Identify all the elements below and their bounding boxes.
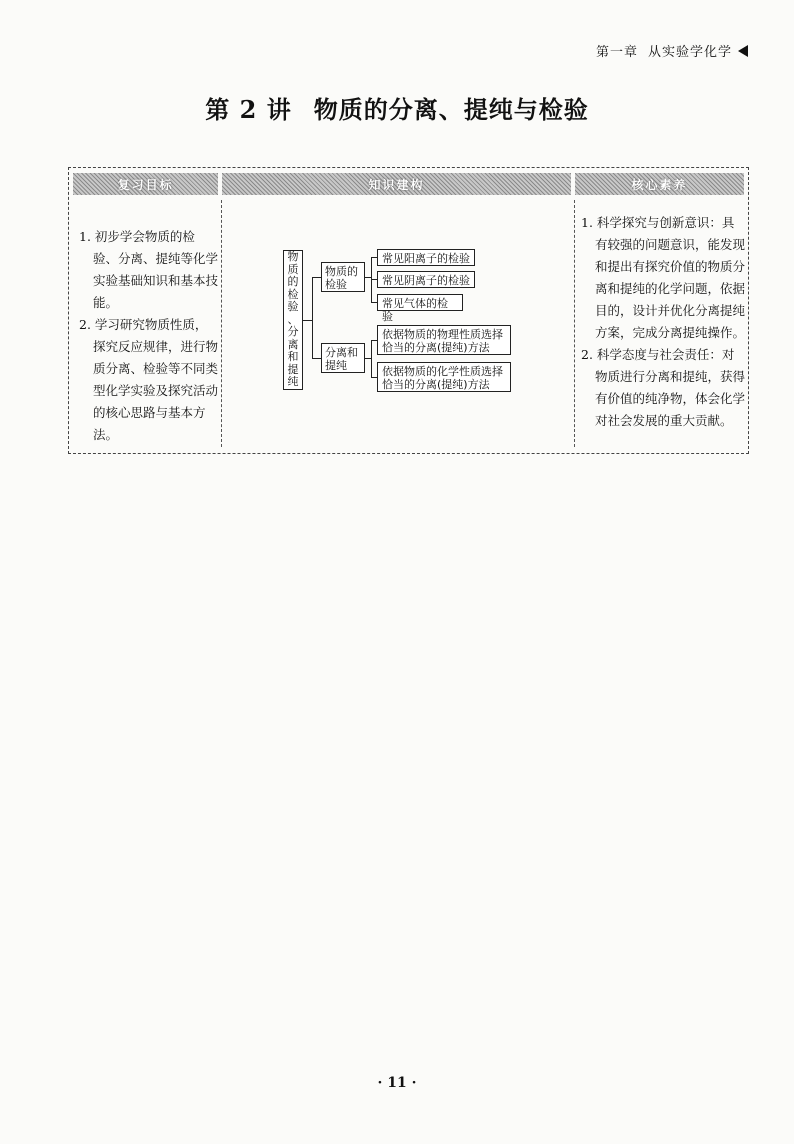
- literacy-item: 2. 科学态度与社会责任：对物质进行分离和提纯，获得有价值的纯净物，体会化学对社会发展的重大贡献。: [581, 347, 746, 428]
- page-title: [0, 90, 794, 125]
- objective-item: 2. 学习研究物质性质，探究反应规律，进行物质分离、检验等不同类型化学实验及探究活动的核心思路与基本方法。: [79, 317, 219, 442]
- literacy-item: 1. 科学探究与创新意识：具有较强的问题意识，能发现和提出有探究价值的物质分离和提纯的化学问题，依据目的，设计并优化分离提纯方案，完成分离提纯操作。: [581, 215, 746, 340]
- mindmap-leaf-chemical: 依据物质的化学性质选择恰当的分离(提纯)方法: [377, 362, 511, 392]
- lesson-topic: 物质的分离、提纯与检验: [313, 95, 589, 124]
- chapter-title: 从实验学化学: [647, 45, 732, 60]
- connector: [312, 358, 321, 359]
- mindmap-branch-separate: 分离和提纯: [321, 343, 365, 373]
- mindmap-leaf-cation: 常见阳离子的检验: [377, 249, 475, 266]
- mindmap-leaf-gas: 常见气体的检验: [377, 294, 463, 311]
- mindmap-leaf-anion: 常见阴离子的检验: [377, 271, 475, 288]
- objective-item: 1. 初步学会物质的检验、分离、提纯等化学实验基础知识和基本技能。: [79, 229, 219, 310]
- overview-panel: [68, 167, 749, 454]
- connector: [303, 320, 312, 321]
- chapter-label: 第一章: [595, 45, 638, 60]
- connector: [312, 277, 321, 278]
- mindmap-leaf-physical: 依据物质的物理性质选择恰当的分离(提纯)方法: [377, 325, 511, 355]
- page-number: · 11 ·: [377, 1075, 417, 1091]
- connector: [312, 277, 313, 358]
- header-knowledge-structure: 知识建构: [222, 173, 570, 195]
- header-core-literacy: 核心素养: [575, 173, 744, 195]
- chapter-header: [596, 41, 748, 60]
- mindmap-root: 物 质 的 检 验 、 分 离 和 提 纯: [283, 250, 303, 390]
- connector: [371, 340, 372, 377]
- left-triangle-icon: [738, 45, 748, 57]
- lesson-number: 第 2 讲: [205, 95, 292, 124]
- literacy-list: [581, 212, 745, 432]
- mindmap-branch-detect: 物质的检验: [321, 262, 365, 292]
- header-review-goals: 复习目标: [73, 173, 218, 195]
